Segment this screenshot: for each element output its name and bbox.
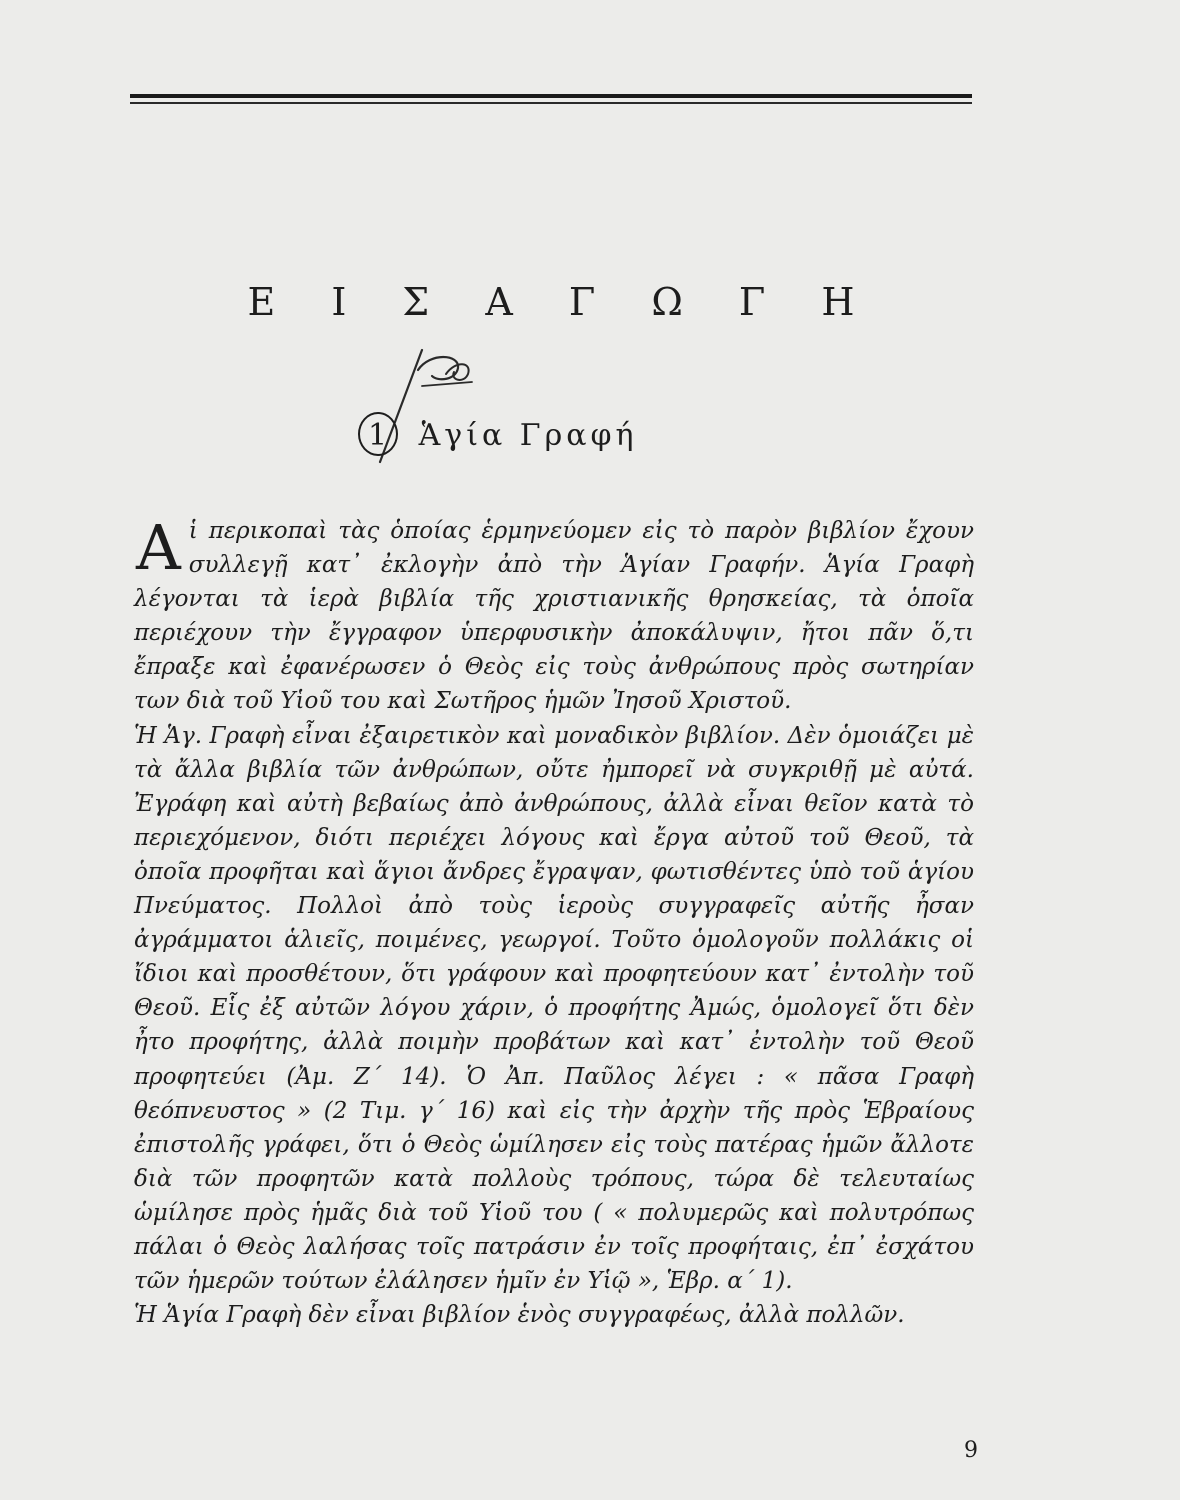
page-number: 9 [964, 1438, 978, 1463]
paragraph-2: Ἡ Ἁγ. Γραφὴ εἶναι ἐξαιρετικὸν καὶ μοναδικὸν βιβλίον. Δὲν ὁμοιάζει μὲ τὰ ἄλλα βιβλία τῶν ἀνθρώπων, οὔτε ἠμπορεῖ νὰ συγκριθῇ μὲ αὐτά. Ἐγράφη καὶ αὐτὴ βεβαίως ἀπὸ ἀνθρώπους, ἀλλὰ εἶναι θεῖον κατὰ τὸ περιεχόμενον, διότι περιέχει λόγους καὶ ἔργα αὐτοῦ τοῦ Θεοῦ, τὰ ὁποῖα προφῆται καὶ ἅγιοι ἄνδρες ἔγραψαν, φωτισθέντες ὑπὸ τοῦ ἁγίου Πνεύματος. Πολλοὶ ἀπὸ τοὺς ἱεροὺς συγγραφεῖς αὐτῆς ἦσαν ἀγράμματοι ἁλιεῖς, ποιμένες, γεωργοί. Τοῦτο ὁμολογοῦν πολλάκις οἱ ἴδιοι καὶ προσθέτουν, ὅτι γράφουν καὶ προφητεύουν κατ᾿ ἐντολὴν τοῦ Θεοῦ. Εἷς ἐξ αὐτῶν λόγου χάριν, ὁ προφήτης Ἀμώς, ὁμολογεῖ ὅτι δὲν ἦτο προφήτης, ἀλλὰ ποιμὴν προβάτων καὶ κατ᾿ ἐντολὴν τοῦ Θεοῦ προφητεύει (Ἀμ. Ζ´ 14). Ὁ Ἀπ. Παῦλος λέγει : « πᾶσα Γραφὴ θεόπνευστος » (2 Τιμ. γ´ 16) καὶ εἰς τὴν ἀρχὴν τῆς πρὸς Ἑβραίους ἐπιστολῆς γράφει, ὅτι ὁ Θεὸς ὡμίλησεν εἰς τοὺς πατέρας ἡμῶν ἄλλοτε διὰ τῶν προφητῶν κατὰ πολλοὺς τρόπους, τώρα δὲ τελευταίως ὡμίλησε πρὸς ἡμᾶς διὰ τοῦ Υἱοῦ του ( « πολυμερῶς καὶ πολυτρόπως πάλαι ὁ Θεὸς λαλήσας τοῖς πατράσιν ἐν τοῖς προφήταις, ἐπ᾿ ἐσχάτου τῶν ἡμερῶν τούτων ἐλάλησεν ἡμῖν ἐν Υἱῷ », Ἑβρ. α´ 1). [134, 722, 974, 1295]
section-title: Ἁγία Γραφή [418, 418, 638, 453]
body-text [134, 511, 974, 1332]
paragraph-1 [134, 511, 974, 719]
paragraph-1-text: ἱ περικοπαὶ τὰς ὁποίας ἑρμηνεύομεν εἰς τὸ παρὸν βιβλίον ἔχουν συλλεγῇ κατ᾿ ἐκλογὴν ἀπὸ τὴν Ἁγίαν Γραφήν. Ἁγία Γραφὴ λέγονται τὰ ἱερὰ βιβλία τῆς χριστιανικῆς θρησκείας, τὰ ὁποῖα περιέχουν τὴν ἔγγραφον ὑπερφυσικὴν ἀποκάλυψιν, ἤτοι πᾶν ὅ,τι ἔπραξε καὶ ἐφανέρωσεν ὁ Θεὸς εἰς τοὺς ἀνθρώπους πρὸς σωτηρίαν των διὰ τοῦ Υἱοῦ του καὶ Σωτῆρος ἡμῶν Ἰησοῦ Χριστοῦ. [134, 518, 974, 715]
header-rule-thin [130, 102, 972, 104]
paragraph-3: Ἡ Ἁγία Γραφὴ δὲν εἶναι βιβλίον ἑνὸς συγγραφέως, ἀλλὰ πολλῶν. [134, 1302, 905, 1329]
chapter-title: Ε Ι Σ Α Γ Ω Γ Η [247, 280, 877, 324]
header-rule-thick [130, 94, 972, 98]
section-number-circle [358, 412, 398, 456]
section-number [368, 418, 391, 453]
section-heading [368, 418, 637, 453]
drop-cap: Α [136, 511, 181, 584]
section-number-text: 1 [368, 418, 392, 453]
